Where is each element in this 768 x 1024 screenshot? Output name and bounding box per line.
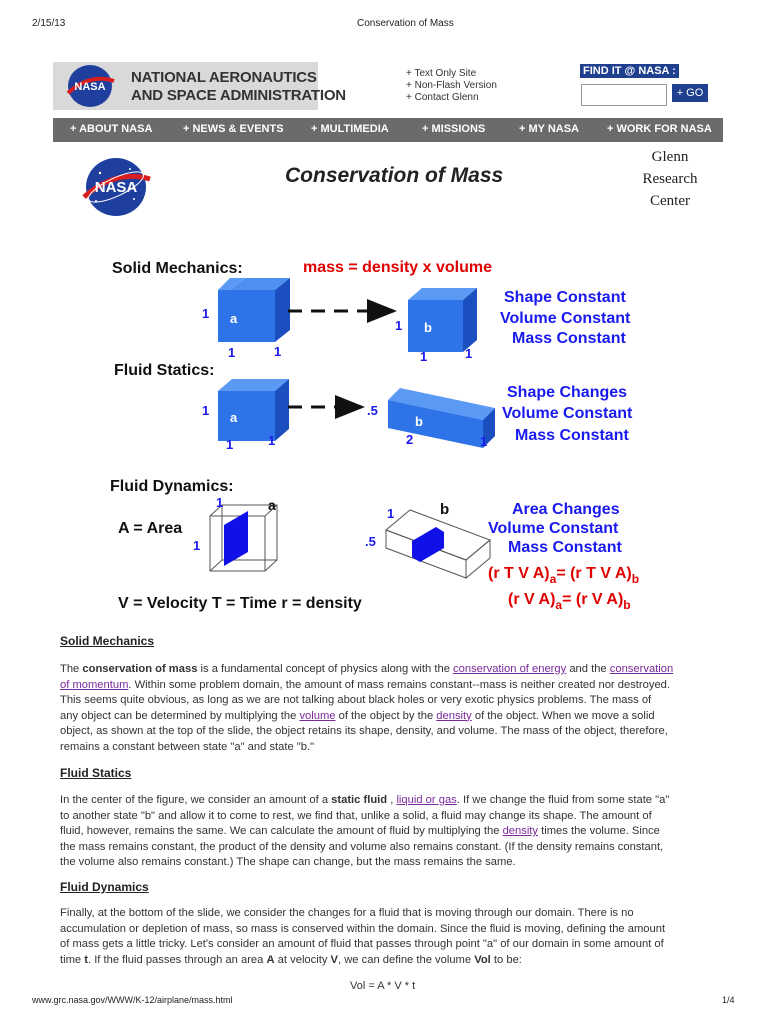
statics-b-length: 2 [406,432,414,447]
fluid-dynamics-label: Fluid Dynamics: [110,478,234,495]
solid-line-4 [60,709,720,725]
solid-line-5: object, as shown at the top of the slide, the object retains its shape, density, and volume. The mass of the object, therefore, [60,725,668,737]
eq2-sub-a: a [555,598,563,612]
statics-prop-shape: Shape Changes [507,384,628,401]
text-span: at velocity [274,953,331,966]
dynamics-line-2: accumulation or depletion of mass, so mass is conserved within the domain. Since the fluid is moving, defining the amount [60,922,666,935]
solid-cube-a [218,278,290,342]
nav-about-nasa[interactable]: + ABOUT NASA [70,123,153,135]
area-definition: A = Area [118,520,183,537]
nav-news-events[interactable]: + NEWS & EVENTS [183,123,284,135]
nav-multimedia[interactable]: + MULTIMEDIA [311,123,389,135]
nasa-logo-large[interactable] [80,155,152,219]
text-span: to be: [490,953,522,966]
solid-b-bottom: 1 [420,349,428,364]
mass-formula: mass = density x volume [303,259,492,276]
org-name [131,69,346,105]
glenn-line-2: Research [642,171,698,187]
print-date: 2/15/13 [32,18,66,29]
go-button[interactable]: + GO [672,84,708,102]
footer-url: www.grc.nasa.gov/WWW/K-12/airplane/mass.html [32,995,233,1005]
text-span: . If the fluid passes through an area [87,953,267,966]
dynamics-a-top: 1 [216,495,224,510]
nav-missions[interactable]: + MISSIONS [422,123,486,135]
conservation-figure [100,248,680,620]
page-title: Conservation of Mass [285,164,504,187]
equation-2 [508,591,631,612]
link-conservation-of-energy[interactable]: conservation of energy [453,663,567,675]
text-span: and the [566,663,610,675]
search-label: FIND IT @ NASA : [580,64,679,78]
dynamics-line-1: Finally, at the bottom of the slide, we consider the changes for a fluid that is moving through our domain. There is no [60,907,634,919]
text-span: , [387,794,397,806]
contact-glenn-link[interactable]: + Contact Glenn [406,92,479,103]
solid-mechanics-label: Solid Mechanics: [112,260,243,277]
statics-a-bottom: 1 [226,437,234,452]
link-liquid-or-gas[interactable]: liquid or gas [396,794,457,806]
logo-text: NASA [74,81,106,93]
nasa-meatball-logo[interactable] [64,63,116,109]
statics-line-1 [60,793,720,809]
logo-large-text: NASA [94,179,138,196]
eq1-sub-b: b [631,572,640,586]
bold-term: Vol [474,953,491,966]
bold-term: V [330,953,339,966]
statics-a-side: 1 [202,403,210,418]
link-density[interactable]: density [436,709,472,722]
statics-b-label: b [415,414,423,429]
dynamics-b-top: 1 [387,506,395,521]
equation-1 [488,565,639,586]
glenn-line-1: Glenn [651,149,689,165]
text-span: times the volume. Since [538,825,660,837]
heading-fluid-dynamics: Fluid Dynamics [60,880,149,894]
solid-prop-mass: Mass Constant [512,330,626,347]
text-span: fluid, however, remains the same. We can calculate the amount of fluid by multiplying the [60,825,503,837]
statics-cube-a [218,379,289,441]
statics-line-3 [60,824,720,840]
volume-formula: Vol = A * V * t [350,980,416,990]
glenn-line-3: Center [650,193,690,209]
solid-line-2 [60,678,720,694]
solid-a-bottom: 1 [228,345,236,360]
link-volume[interactable]: volume [299,709,336,722]
link-conservation-of-momentum[interactable]: conservation [609,663,674,675]
fluid-dynamics-paragraph [60,906,720,968]
org-line-2: AND SPACE ADMINISTRATION [131,87,346,104]
text-span: . If we change the fluid from some state "a" [456,794,670,806]
dynamics-box-b [386,510,490,578]
dynamics-box-a [210,505,277,571]
dynamics-line-3: of mass gets a little tricky. Let's consider an amount of fluid that passes through point "a" of our domain in some amount of [60,938,664,950]
search-input[interactable] [581,84,667,106]
solid-line-6: remains a constant between state "a" and state "b." [60,740,315,753]
text-span: In the center of the figure, we consider an amount of a [60,794,332,806]
eq1-mid: = (r T V A) [556,565,632,582]
text-span: any object can be determined by multiplying the [60,709,300,722]
dynamics-a-side: 1 [193,538,201,553]
solid-prop-volume: Volume Constant [500,310,631,327]
text-span: of the object by the [335,709,437,722]
solid-cube-b [408,288,477,352]
statics-prop-volume: Volume Constant [502,405,633,422]
text-span: is a fundamental concept of physics along with the [197,663,454,675]
fluid-statics-paragraph [60,793,720,871]
variable-definitions: V = Velocity T = Time r = density [118,595,362,612]
solid-prop-shape: Shape Constant [504,289,626,306]
text-only-link[interactable]: + Text Only Site [406,68,477,79]
non-flash-link[interactable]: + Non-Flash Version [406,80,497,91]
statics-a-depth: 1 [268,433,276,448]
link-of-momentum[interactable]: of momentum [60,678,129,691]
dynamics-line-4 [60,953,720,969]
eq1-sub-a: a [549,572,557,586]
heading-solid-mechanics: Solid Mechanics [60,634,155,648]
print-title: Conservation of Mass [357,18,454,29]
dynamics-prop-area: Area Changes [512,501,620,518]
solid-a-label: a [230,311,238,326]
bold-term: A [266,953,275,966]
glenn-research-center [610,146,730,212]
bold-term: t [84,953,88,966]
nav-my-nasa[interactable]: + MY NASA [519,123,580,135]
dynamics-b-label: b [440,501,450,518]
statics-a-label: a [230,410,238,425]
statics-b-height: .5 [367,403,378,418]
footer-page-number: 1/4 [722,995,735,1005]
bold-term: static fluid [331,794,388,806]
solid-a-depth: 1 [274,344,282,359]
dynamics-b-side: .5 [365,534,376,549]
solid-b-side: 1 [395,318,403,333]
text-span: of the object. When we move a solid [471,709,655,722]
bold-term: conservation of mass [82,663,198,675]
statics-b-depth: 1 [480,434,488,449]
statics-slab-b [388,388,495,448]
solid-b-label: b [424,320,432,335]
solid-a-side: 1 [202,306,210,321]
org-line-1: NATIONAL AERONAUTICS [131,69,317,86]
statics-prop-mass: Mass Constant [515,427,629,444]
solid-line-1 [60,662,720,678]
solid-b-depth: 1 [465,346,473,361]
dynamics-a-label: a [268,497,276,513]
dynamics-prop-mass: Mass Constant [508,539,622,556]
dynamics-prop-volume: Volume Constant [488,520,619,537]
heading-fluid-statics: Fluid Statics [60,766,132,780]
nav-work-for-nasa[interactable]: + WORK FOR NASA [607,123,712,135]
text-span: The [60,663,83,675]
eq1-left: (r T V A) [488,565,550,582]
eq2-sub-b: b [623,598,631,612]
fluid-statics-label: Fluid Statics: [114,362,215,379]
solid-line-3: This seems quite obvious, as long as we are not talking about black holes or very exotic physics problems. The mass of [60,694,652,706]
solid-mechanics-paragraph [60,662,720,755]
eq2-mid: = (r V A) [562,591,624,608]
eq2-left: (r V A) [508,591,556,608]
statics-line-2: to another state "b" and allow it to come to rest, we find that, unlike a solid, a fluid may change its shape. The amount of [60,809,652,822]
statics-line-4: the mass remains constant, the product of the density and volume also remains constant. (If the density remains constant, [60,840,664,853]
text-span: time [60,953,85,966]
text-span: , we can define the volume [338,953,475,966]
link-density[interactable]: density [502,825,539,837]
text-span: . Within some problem domain, the amount of mass remains constant--mass is neither created nor destroyed. [128,678,670,691]
statics-line-5: the volume also remains constant.) The shape can change, but the mass remains the same. [60,856,516,868]
